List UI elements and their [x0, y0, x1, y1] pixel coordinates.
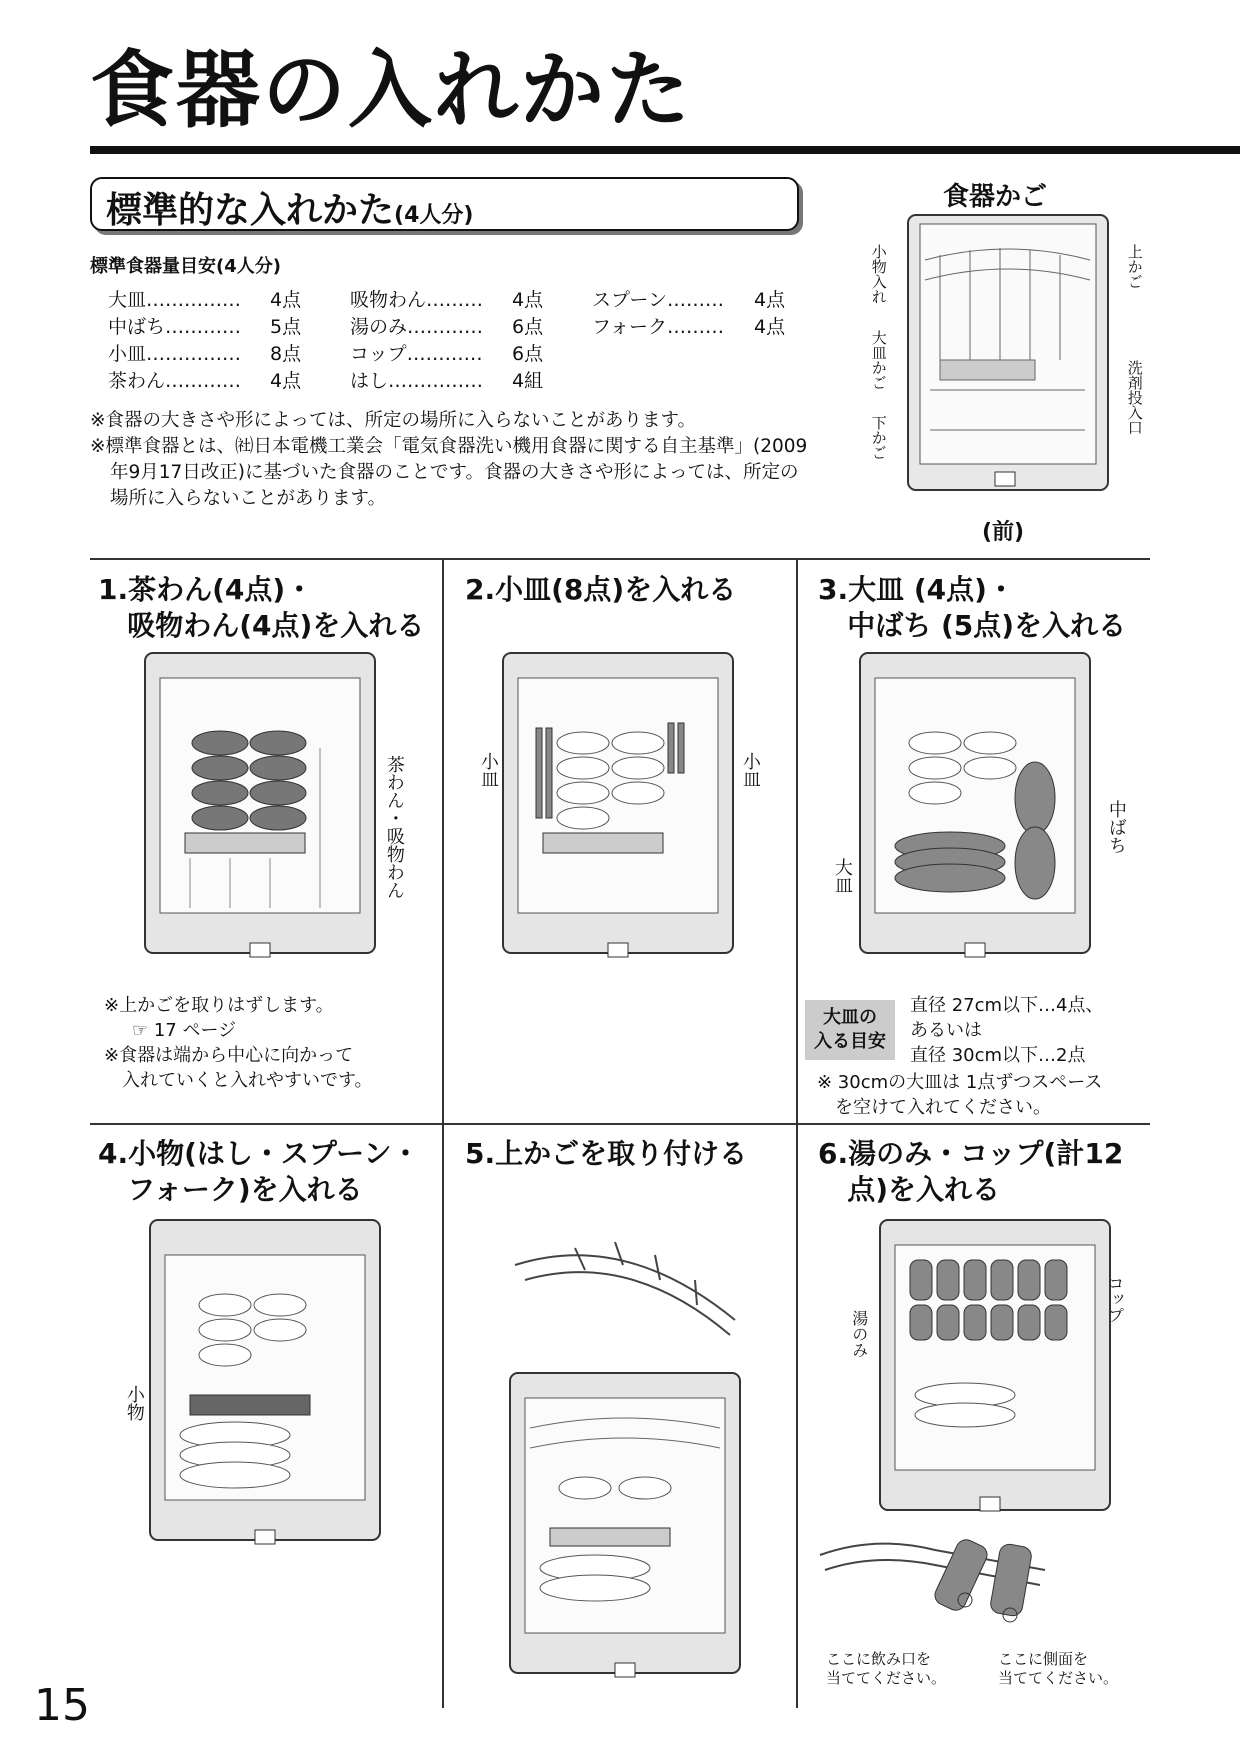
caption-rim: ここに飲み口を 当ててください。: [826, 1650, 947, 1687]
list-item: [592, 312, 786, 339]
note-text: ※食器の大きさや形によっては、所定の場所に入らないことがあります。: [90, 410, 697, 431]
plate-size-spec: [910, 993, 1104, 1068]
item-name: フォーク………: [592, 316, 725, 338]
item-name: 吸物わん………: [350, 289, 484, 311]
note-text: ※上かごを取りはずします。: [104, 995, 334, 1016]
item-qty: 4点: [754, 316, 786, 338]
note-text: ※食器は端から中心に向かって: [104, 1045, 354, 1066]
step-5-title: 5.上かごを取り付ける: [465, 1137, 748, 1170]
title-rule: [90, 146, 1240, 154]
item-qty: 4点: [754, 289, 786, 311]
list-item: [592, 285, 786, 312]
page-number: 15: [34, 1680, 90, 1731]
large-plate-basket-label: 大皿かご: [869, 330, 888, 390]
section-title: [106, 182, 473, 233]
step-1-illustration: [140, 648, 380, 978]
detergent-inlet-label: 洗剤投入口: [1125, 360, 1144, 435]
notes: [90, 408, 810, 512]
item-name: 中ばち…………: [108, 316, 242, 338]
list-item: [350, 366, 544, 393]
step-5-illustration: [505, 1368, 745, 1698]
step-4-title: 4.小物(はし・スプーン・ フォーク)を入れる: [98, 1137, 420, 1206]
caption-side: ここに側面を 当ててください。: [998, 1650, 1119, 1687]
item-qty: 8点: [270, 343, 302, 365]
small-items-label: 小物入れ: [869, 244, 888, 304]
item-qty: 5点: [270, 316, 302, 338]
section-subtitle: (4人分): [394, 203, 474, 228]
section-title-text: 標準的な入れかた: [106, 190, 395, 231]
step-3-title: 3.大皿 (4点)・ 中ばち (5点)を入れる: [818, 573, 1127, 642]
bowl-label: 茶わん・吸物わん: [383, 755, 405, 899]
step-6-illustration: [875, 1215, 1115, 1515]
item-name: 湯のみ…………: [350, 316, 484, 338]
list-item: [350, 339, 544, 366]
upper-basket-label: 上かご: [1125, 244, 1144, 289]
item-qty: 4点: [512, 289, 544, 311]
item-name: コップ…………: [350, 343, 483, 365]
item-name: 小皿……………: [108, 343, 242, 365]
small-items-step-label: 小物: [123, 1385, 145, 1421]
divider: [90, 558, 1150, 560]
teacup-label: 湯のみ: [849, 1310, 869, 1358]
page-ref: ☞ 17 ページ: [132, 1020, 237, 1041]
list-item: [108, 312, 302, 339]
list-item: [108, 285, 302, 312]
item-name: 大皿……………: [108, 289, 242, 311]
upper-basket-illustration: [505, 1210, 745, 1350]
spec-text: 直径 30cm以下…2点: [910, 1045, 1086, 1066]
item-qty: 4点: [270, 289, 302, 311]
list-item: [108, 339, 302, 366]
note-text: ※ 30cmの大皿は 1点ずつスペース: [817, 1072, 1103, 1093]
medium-bowl-label: 中ばち: [1105, 800, 1127, 854]
note-text: ※標準食器とは、㈳日本電機工業会「電気食器洗い機用食器に関する自主基準」(2009年9月17日改正)に基づいた食器のことです。食器の大きさや形によっては、所定の場所に入らないことがあります。: [90, 436, 808, 509]
section-header: [90, 177, 799, 231]
note-text: 入れていくと入れやすいです。: [104, 1070, 373, 1091]
front-label: (前): [982, 520, 1025, 545]
step-2-illustration: [498, 648, 738, 978]
spec-text: あるいは: [910, 1020, 982, 1041]
divider: [442, 558, 444, 1708]
list-item: [350, 285, 544, 312]
step-3-illustration: [855, 648, 1095, 978]
standard-label: 標準食器量目安(4人分): [90, 256, 281, 277]
small-plate-label-left: 小皿: [477, 752, 499, 788]
item-qty: 4点: [270, 370, 302, 392]
large-plate-label: 大皿: [831, 858, 853, 894]
divider: [90, 1123, 1150, 1125]
cup-label: コップ: [1105, 1275, 1125, 1323]
item-name: スプーン………: [592, 289, 725, 311]
lower-basket-label: 下かご: [869, 415, 888, 460]
basket-title: 食器かご: [943, 182, 1048, 212]
note-text: を空けて入れてください。: [817, 1097, 1051, 1118]
item-name: 茶わん…………: [108, 370, 242, 392]
plate-size-badge: 大皿の 入る目安: [805, 1000, 895, 1060]
step-1-notes: [104, 993, 373, 1093]
step-2-title: 2.小皿(8点)を入れる: [465, 573, 737, 606]
list-item: [350, 312, 544, 339]
spec-text: 直径 27cm以下…4点、: [910, 995, 1104, 1016]
small-plate-label-right: 小皿: [739, 752, 761, 788]
item-name: はし……………: [350, 370, 484, 392]
step-4-illustration: [145, 1215, 385, 1555]
divider: [796, 558, 798, 1708]
item-qty: 4組: [512, 370, 544, 392]
item-qty: 6点: [512, 316, 544, 338]
step-6-title: 6.湯のみ・コップ(計12 点)を入れる: [818, 1137, 1124, 1206]
item-qty: 6点: [512, 343, 544, 365]
cup-placement-illustration: [815, 1525, 1055, 1645]
basket-overview-illustration: [900, 210, 1120, 510]
list-item: [108, 366, 302, 393]
step-3-note: [817, 1070, 1102, 1120]
step-1-title: 1.茶わん(4点)・ 吸物わん(4点)を入れる: [98, 573, 425, 642]
page-title: 食器の入れかた: [90, 41, 693, 139]
